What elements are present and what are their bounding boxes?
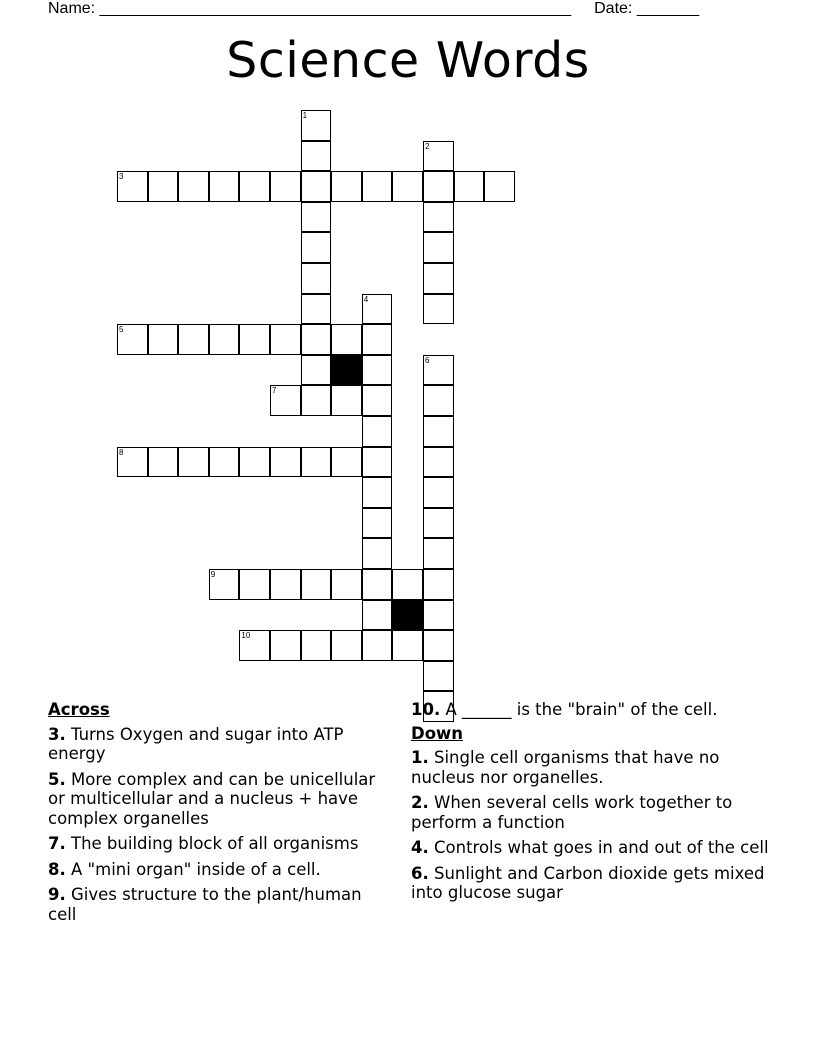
- answer-cell[interactable]: [423, 263, 454, 294]
- answer-cell[interactable]: [270, 171, 301, 202]
- date-line[interactable]: _______: [636, 0, 700, 17]
- answer-cell[interactable]: [209, 324, 240, 355]
- answer-cell[interactable]: [423, 416, 454, 447]
- clue-number: 7: [272, 386, 277, 396]
- answer-cell[interactable]: [270, 324, 301, 355]
- answer-cell[interactable]: [301, 232, 332, 263]
- answer-cell[interactable]: [392, 630, 423, 661]
- down-heading: Down: [411, 723, 464, 743]
- clue-number: 4: [363, 294, 369, 304]
- answer-cell[interactable]: [423, 477, 454, 508]
- answer-cell[interactable]: [392, 569, 423, 600]
- answer-cell[interactable]: [362, 569, 393, 600]
- across-clue-9: 9. Gives structure to the plant/human cell: [48, 885, 362, 924]
- answer-cell[interactable]: [239, 630, 270, 661]
- down-clue-1: 1. Single cell organisms that have no nucleus nor organelles.: [411, 748, 720, 787]
- answer-cell[interactable]: [392, 171, 423, 202]
- black-square: [331, 355, 362, 386]
- answer-cell[interactable]: [362, 294, 393, 325]
- down-clue-4: 4. Controls what goes in and out of the cell: [411, 838, 769, 857]
- answer-cell[interactable]: [270, 569, 301, 600]
- answer-cell[interactable]: [423, 508, 454, 539]
- answer-cell[interactable]: [209, 171, 240, 202]
- answer-cell[interactable]: [178, 171, 209, 202]
- answer-cell[interactable]: [239, 447, 270, 478]
- clues-left-column: [48, 700, 388, 930]
- answer-cell[interactable]: [117, 324, 148, 355]
- page-title: Science Words: [226, 32, 590, 89]
- answer-cell[interactable]: [362, 355, 393, 386]
- across-clue-7: 7. The building block of all organisms: [48, 834, 359, 853]
- answer-cell[interactable]: [270, 447, 301, 478]
- answer-cell[interactable]: [362, 324, 393, 355]
- answer-cell[interactable]: [301, 141, 332, 172]
- clue-number: 5: [119, 325, 124, 335]
- answer-cell[interactable]: [301, 355, 332, 386]
- clue-number: 10: [241, 631, 251, 641]
- answer-cell[interactable]: [209, 569, 240, 600]
- answer-cell[interactable]: [178, 324, 209, 355]
- answer-cell[interactable]: [331, 171, 362, 202]
- answer-cell[interactable]: [239, 171, 270, 202]
- answer-cell[interactable]: [301, 324, 332, 355]
- answer-cell[interactable]: [423, 447, 454, 478]
- answer-cell[interactable]: [117, 447, 148, 478]
- across-clue-8: 8. A "mini organ" inside of a cell.: [48, 859, 321, 879]
- across-clue-10: 10. A ______ is the "brain" of the cell.: [411, 700, 718, 719]
- answer-cell[interactable]: [148, 447, 179, 478]
- down-clue-2: 2. When several cells work together to perform a function: [411, 793, 733, 832]
- answer-cell[interactable]: [331, 569, 362, 600]
- answer-cell[interactable]: [301, 447, 332, 478]
- answer-cell[interactable]: [362, 416, 393, 447]
- clue-number: 8: [119, 447, 124, 457]
- answer-cell[interactable]: [301, 171, 332, 202]
- answer-cell[interactable]: [362, 630, 393, 661]
- answer-cell[interactable]: [484, 171, 515, 202]
- answer-cell[interactable]: [362, 385, 393, 416]
- clue-number: 9: [210, 570, 216, 579]
- answer-cell[interactable]: [362, 508, 393, 539]
- answer-cell[interactable]: [301, 294, 332, 325]
- answer-cell[interactable]: [178, 447, 209, 478]
- clue-number: 2: [425, 141, 430, 151]
- answer-cell[interactable]: [423, 171, 454, 202]
- answer-cell[interactable]: [362, 477, 393, 508]
- answer-cell[interactable]: [301, 630, 332, 661]
- answer-cell[interactable]: [423, 385, 454, 416]
- answer-cell[interactable]: [239, 324, 270, 355]
- answer-cell[interactable]: [301, 385, 332, 416]
- answer-cell[interactable]: [331, 385, 362, 416]
- clues-right-column: [411, 700, 781, 909]
- black-square: [392, 600, 423, 631]
- across-heading: Across: [48, 700, 110, 719]
- answer-cell[interactable]: [423, 600, 454, 631]
- answer-cell[interactable]: [423, 630, 454, 661]
- answer-cell[interactable]: [423, 294, 454, 325]
- answer-cell[interactable]: [209, 447, 240, 478]
- answer-cell[interactable]: [148, 171, 179, 202]
- answer-cell[interactable]: [362, 171, 393, 202]
- answer-cell[interactable]: [362, 447, 393, 478]
- across-clue-3: 3. Turns Oxygen and sugar into ATP energy: [48, 724, 344, 763]
- answer-cell[interactable]: [301, 110, 332, 141]
- answer-cell[interactable]: [423, 232, 454, 263]
- answer-cell[interactable]: [117, 171, 148, 202]
- answer-cell[interactable]: [423, 538, 454, 569]
- answer-cell[interactable]: [301, 263, 332, 294]
- date-label: Date:: [594, 0, 633, 17]
- name-label: Name:: [48, 0, 96, 17]
- answer-cell[interactable]: [423, 355, 454, 386]
- answer-cell[interactable]: [331, 324, 362, 355]
- answer-cell[interactable]: [362, 600, 393, 631]
- answer-cell[interactable]: [148, 324, 179, 355]
- answer-cell[interactable]: [301, 202, 332, 233]
- answer-cell[interactable]: [423, 141, 454, 172]
- answer-cell[interactable]: [270, 630, 301, 661]
- answer-cell[interactable]: [423, 569, 454, 600]
- answer-cell[interactable]: [331, 447, 362, 478]
- across-clue-5: 5. More complex and can be unicellular or multicellular and a nucleus + have complex organelles: [48, 769, 376, 828]
- clue-number: 3: [119, 172, 124, 182]
- answer-cell[interactable]: [454, 171, 485, 202]
- answer-cell[interactable]: [331, 630, 362, 661]
- clue-number: 6: [425, 355, 430, 365]
- answer-cell[interactable]: [362, 538, 393, 569]
- down-clue-6: 6. Sunlight and Carbon dioxide gets mixed into glucose sugar: [411, 863, 765, 902]
- name-line[interactable]: _____________________________________________________: [99, 0, 572, 17]
- answer-cell[interactable]: [423, 202, 454, 233]
- answer-cell[interactable]: [301, 569, 332, 600]
- answer-cell[interactable]: [270, 385, 301, 416]
- clue-number: 1: [302, 111, 308, 120]
- answer-cell[interactable]: [423, 661, 454, 692]
- answer-cell[interactable]: [239, 569, 270, 600]
